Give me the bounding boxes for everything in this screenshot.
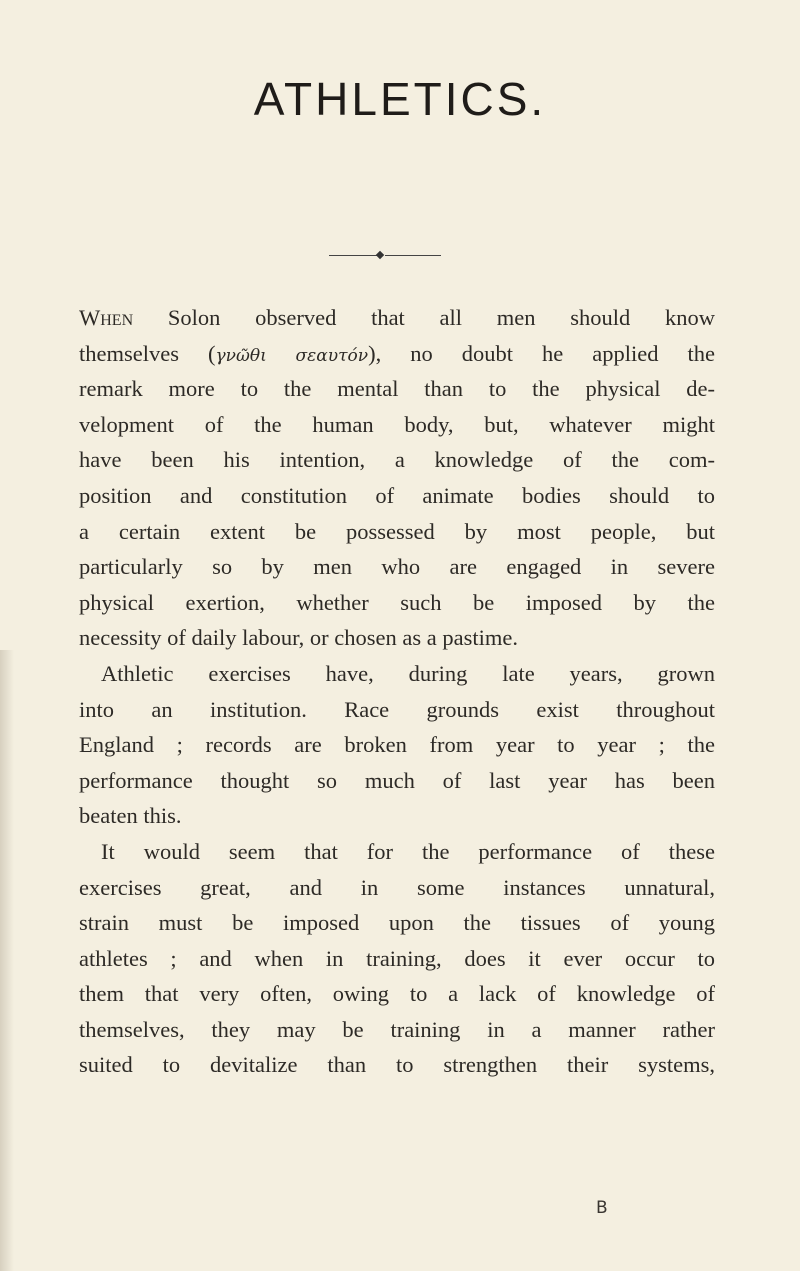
text-line-13: England ; records are broken from year to year ; the [79,732,715,758]
text-line-16: It would seem that for the performance of these [101,838,715,864]
text-line-4: velopment of the human body, but, whatever might [79,411,715,437]
page-edge-shadow [0,650,14,1271]
text-line-14: performance thought so much of last year has been [79,767,715,793]
text-line-1 [79,300,715,336]
text-line-5: have been his intention, a knowledge of the com- [79,447,715,473]
text-line-7: a certain extent be possessed by most people, but [79,518,715,544]
opening-word: When [79,305,134,330]
text-line-17: exercises great, and in some instances unnatural, [79,874,715,900]
title-ornament [329,251,441,261]
ornament-rule-left [329,255,377,256]
signature-mark: B [596,1198,608,1218]
text-line-2-post: ), no doubt he applied the [368,340,715,366]
text-line-8: particularly so by men who are engaged in severe [79,554,715,580]
text-line-18: strain must be imposed upon the tissues of young [79,910,715,936]
text-line-2-pre: themselves ( [79,340,216,366]
greek-phrase: γνῶθι σεαυτόν [215,345,369,366]
text-line-6: position and constitution of animate bodies should to [79,482,715,508]
text-line-2 [79,336,715,372]
text-line-3: remark more to the mental than to the physical de- [79,376,715,402]
text-line-1-rest: Solon observed that all men should know [133,305,715,330]
text-line-10: necessity of daily labour, or chosen as a pastime. [79,625,518,651]
text-line-20: them that very often, owing to a lack of knowledge of [79,981,715,1007]
text-line-12: into an institution. Race grounds exist throughout [79,696,715,722]
text-line-11: Athletic exercises have, during late years, grown [101,660,715,686]
text-line-15: beaten this. [79,803,182,829]
text-line-9: physical exertion, whether such be imposed by the [79,589,715,615]
chapter-title: ATHLETICS. [253,73,547,125]
text-line-22: suited to devitalize than to strengthen their systems, [79,1052,715,1078]
body-text [79,300,715,1083]
ornament-diamond-icon [376,251,384,259]
ornament-rule-right [385,255,441,256]
text-line-21: themselves, they may be training in a manner rather [79,1016,715,1042]
text-line-19: athletes ; and when in training, does it ever occur to [79,945,715,971]
